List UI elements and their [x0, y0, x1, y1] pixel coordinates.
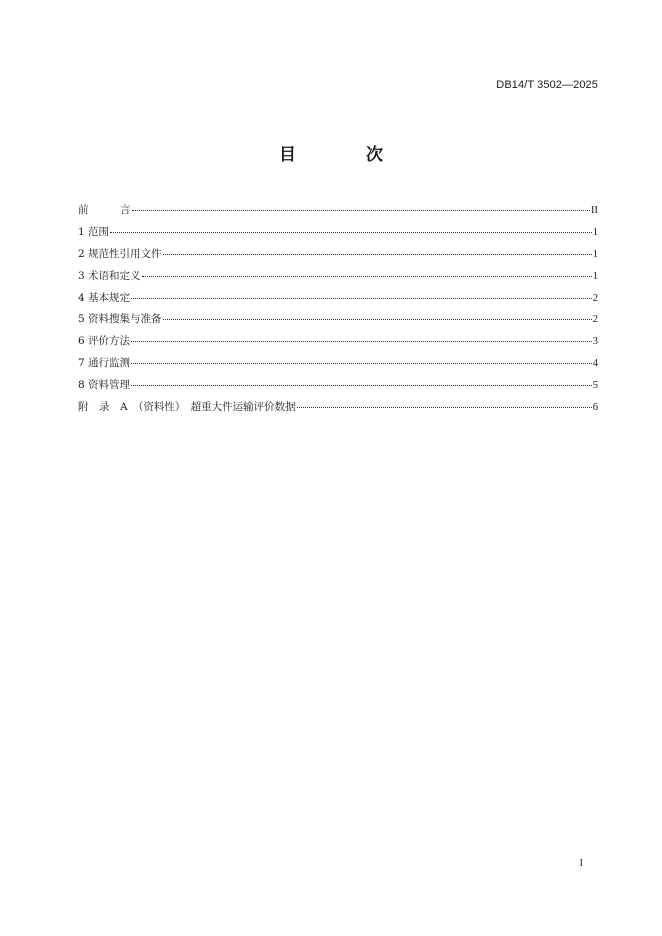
toc-entry-page: 3 [592, 336, 598, 348]
toc-entry-page: 1 [592, 248, 598, 260]
toc-entry-basic-provisions[interactable] [78, 288, 598, 310]
toc-entry-data-management[interactable] [78, 375, 598, 397]
toc-entry-page: 1 [592, 270, 598, 282]
table-of-contents [78, 200, 598, 419]
toc-leader-dots [131, 384, 592, 386]
toc-leader-dots [110, 231, 592, 233]
toc-entry-label: 2 规范性引用文件 [78, 247, 162, 260]
toc-entry-terms-definitions[interactable] [78, 266, 598, 288]
toc-entry-foreword[interactable] [78, 200, 598, 222]
toc-entry-label: 附 录 A （资料性） 超重大件运输评价数据 [78, 401, 296, 414]
toc-leader-dots [142, 275, 592, 277]
toc-entry-label: 3 术语和定义 [78, 269, 141, 282]
toc-entry-label: 4 基本规定 [78, 291, 131, 304]
toc-entry-label: 前 言 [78, 204, 131, 216]
toc-entry-evaluation-method[interactable] [78, 331, 598, 353]
toc-entry-traffic-monitoring[interactable] [78, 353, 598, 375]
page-title: 目 次 [279, 145, 415, 165]
toc-entry-label: 6 评价方法 [78, 335, 131, 348]
toc-entry-page: 2 [592, 314, 598, 326]
toc-leader-dots [131, 362, 592, 364]
document-code: DB14/T 3502—2025 [496, 79, 598, 91]
toc-entry-page: 2 [592, 292, 598, 304]
toc-entry-page: 6 [592, 402, 598, 414]
toc-leader-dots [163, 253, 592, 255]
toc-entry-label: 7 通行监测 [78, 357, 131, 370]
toc-entry-page: 5 [592, 380, 598, 392]
toc-leader-dots [131, 340, 592, 342]
toc-entry-label: 1 范围 [78, 225, 110, 238]
toc-entry-page: 1 [592, 226, 598, 238]
toc-entry-label: 5 资料搜集与准备 [78, 313, 162, 326]
toc-leader-dots [132, 209, 591, 211]
toc-entry-appendix-a[interactable] [78, 397, 598, 419]
toc-entry-normative-references[interactable] [78, 244, 598, 266]
toc-leader-dots [163, 318, 592, 320]
toc-entry-label: 8 资料管理 [78, 379, 131, 392]
toc-entry-page: 4 [592, 358, 598, 370]
page-number: I [579, 858, 583, 869]
toc-entry-page: II [591, 205, 598, 216]
toc-leader-dots [131, 297, 592, 299]
toc-leader-dots [297, 406, 592, 408]
toc-entry-data-collection[interactable] [78, 309, 598, 331]
toc-entry-scope[interactable] [78, 222, 598, 244]
